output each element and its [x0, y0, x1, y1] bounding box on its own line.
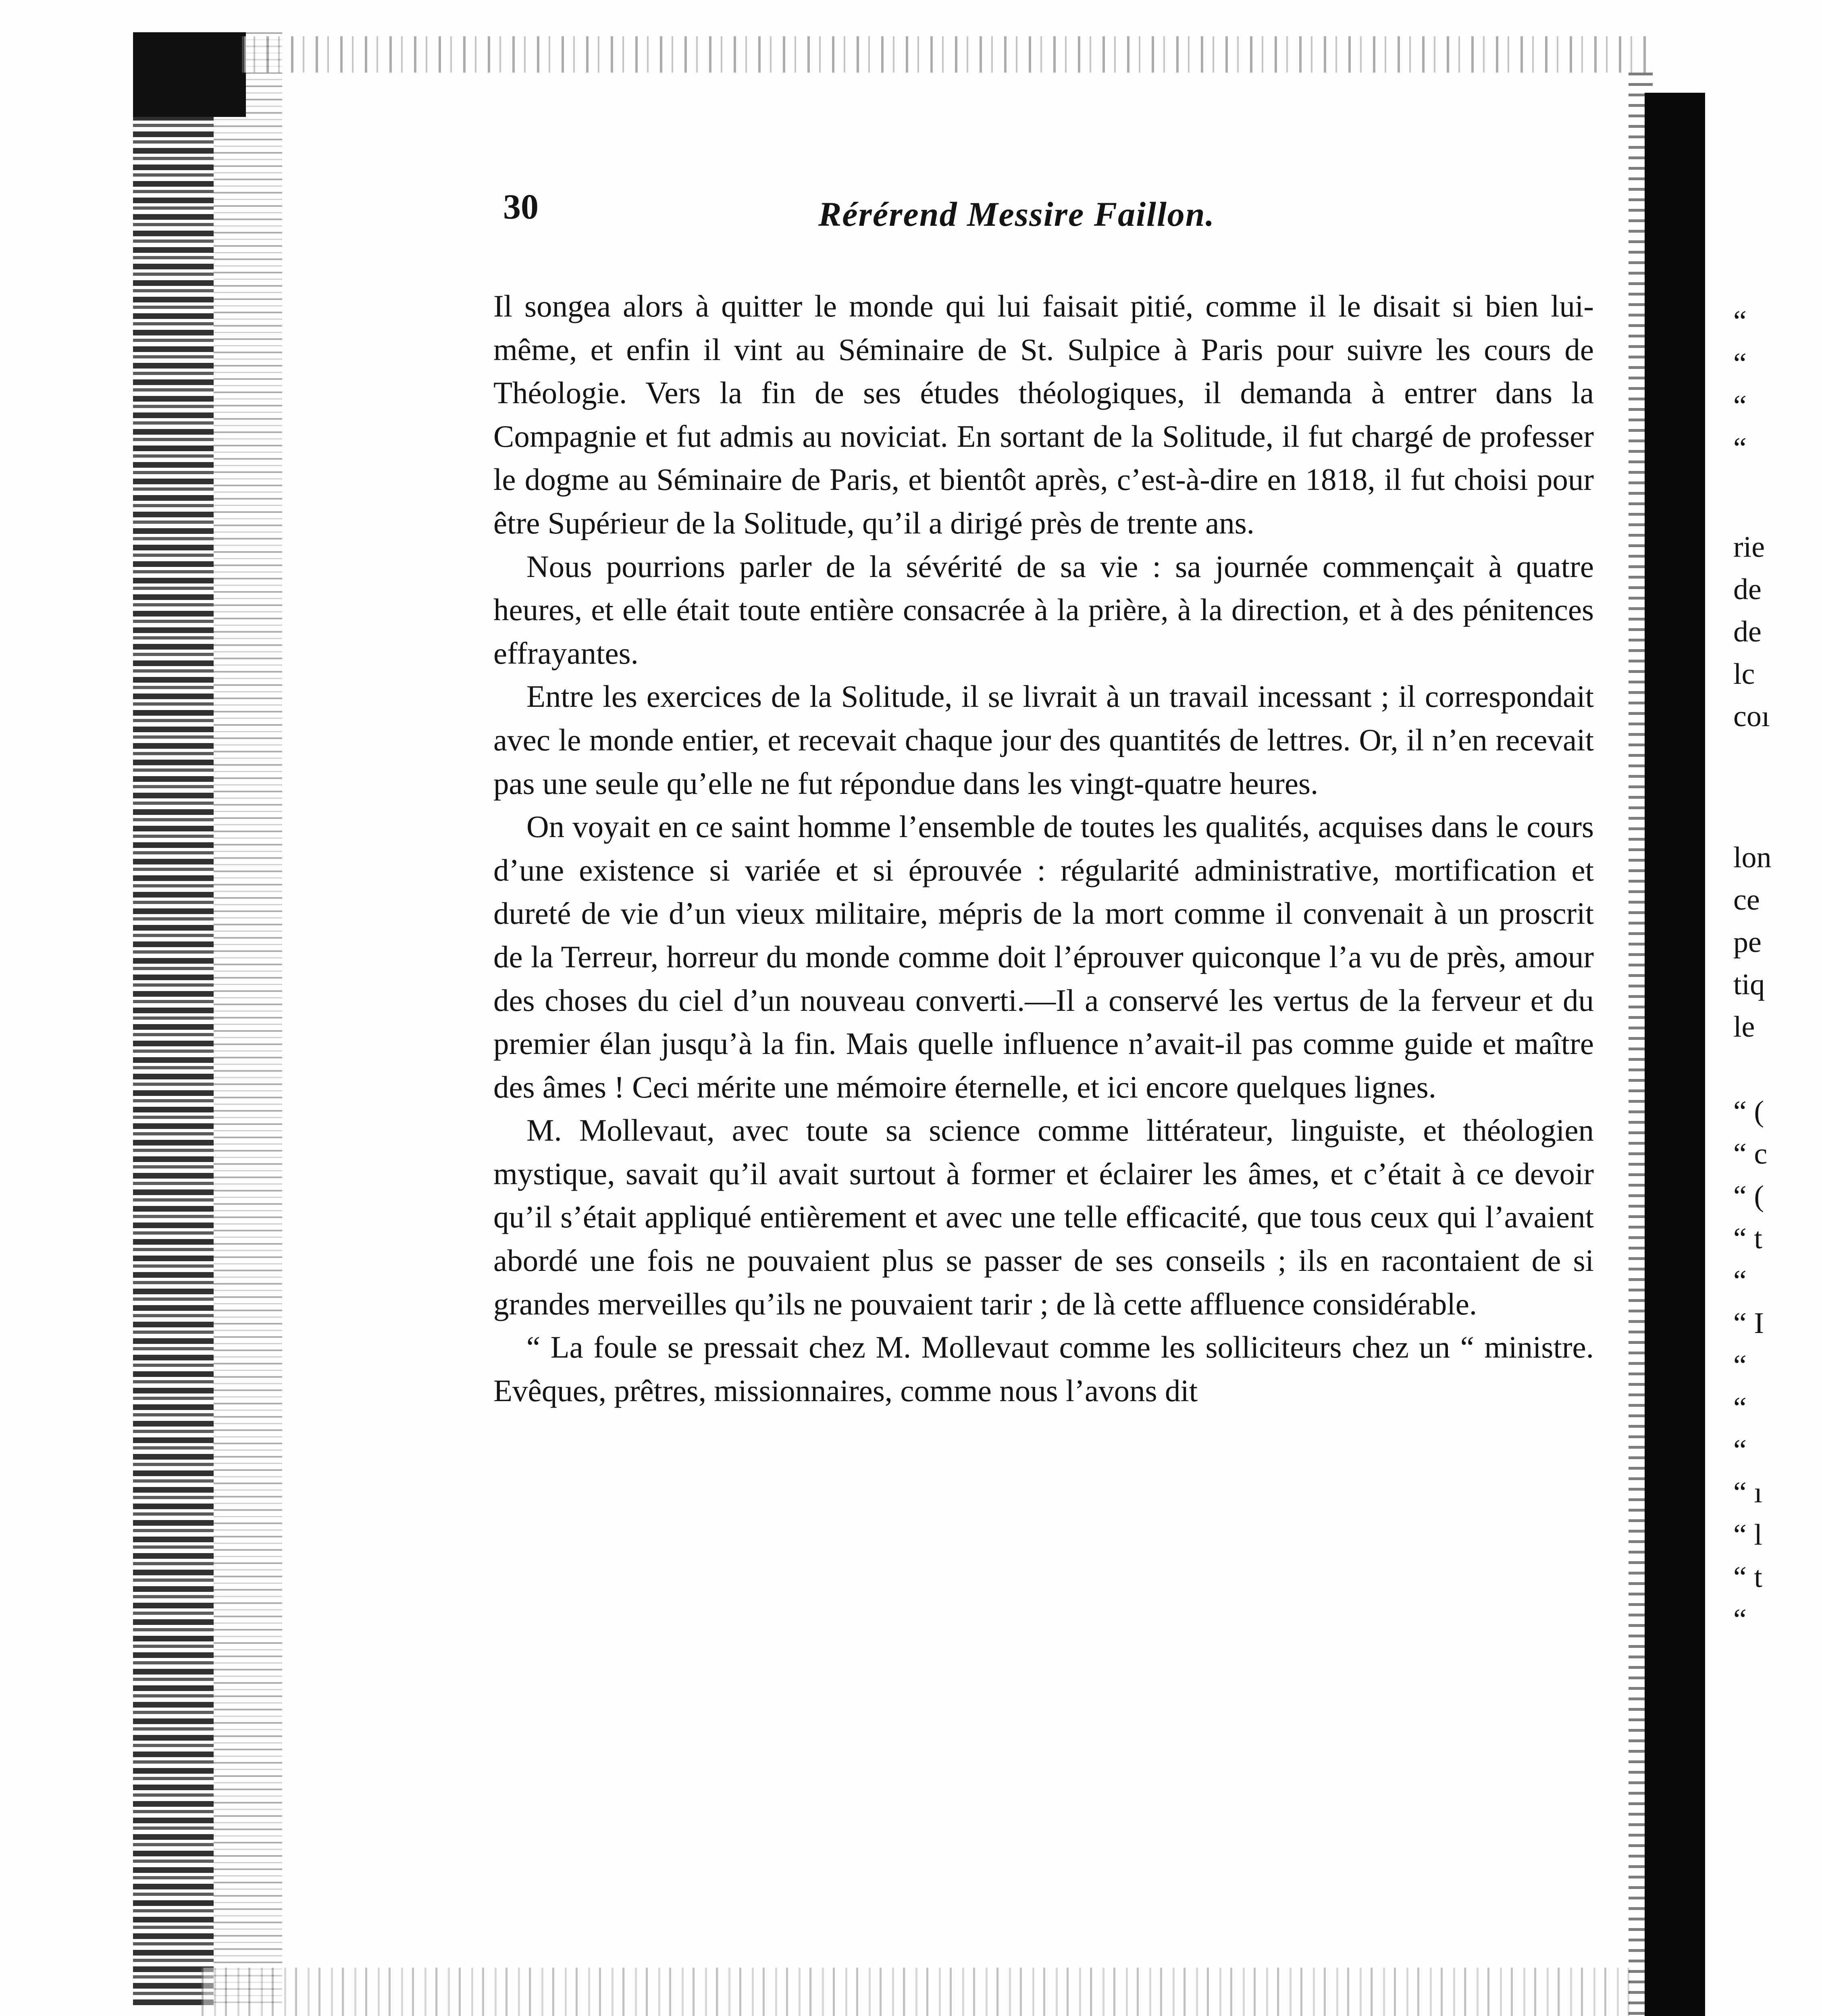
- facing-line: “ (: [1733, 1180, 1764, 1213]
- facing-line: “ t: [1733, 1222, 1762, 1255]
- facing-line: “ I: [1733, 1307, 1764, 1340]
- facing-line: “: [1733, 1391, 1747, 1425]
- facing-line: “: [1733, 1349, 1747, 1382]
- paragraph: Nous pourrions parler de la sévérité de sa vie : sa journée commençait à quatre heures, et elle était toute entière consacrée à la prière, à la direction, et à des pénitences effrayantes.: [493, 549, 1594, 671]
- facing-line: coı: [1733, 700, 1770, 733]
- facing-line: tiq: [1733, 968, 1765, 1001]
- facing-line: “: [1733, 347, 1747, 380]
- binding-edge-left: [133, 32, 214, 2008]
- binding-corner: [133, 32, 246, 117]
- bottom-page-edge: [202, 1968, 1633, 2016]
- facing-line: de: [1733, 615, 1762, 648]
- paragraph: “ La foule se pressait chez M. Mollevaut comme les solliciteurs chez un “ ministre. Evêques, prêtres, missionnaires, comme nous l’avons dit: [493, 1330, 1594, 1408]
- gutter-right: [1645, 93, 1705, 2016]
- facing-line: rie: [1733, 532, 1765, 564]
- facing-line: pe: [1733, 926, 1762, 959]
- facing-line: “ l: [1733, 1518, 1762, 1552]
- facing-line: “ c: [1733, 1137, 1768, 1170]
- facing-page-fragment: [1733, 532, 1822, 750]
- page-number: 30: [503, 187, 539, 227]
- facing-line: “: [1733, 389, 1747, 423]
- binding-edge-shadow: [214, 32, 282, 2008]
- body-text: [493, 285, 1594, 1412]
- facing-line: “ (: [1733, 1097, 1764, 1128]
- facing-line: “: [1733, 432, 1747, 465]
- facing-page-fragment: [1733, 306, 1822, 476]
- facing-line: lon: [1733, 843, 1772, 874]
- facing-line: “: [1733, 1603, 1747, 1636]
- facing-line: ce: [1733, 883, 1760, 916]
- facing-line: “ ı: [1733, 1476, 1762, 1509]
- facing-line: le: [1733, 1010, 1755, 1043]
- facing-line: “: [1733, 306, 1747, 338]
- facing-page-fragment: [1733, 843, 1822, 1060]
- facing-line: lc: [1733, 658, 1755, 691]
- paragraph: Il songea alors à quitter le monde qui lui faisait pitié, comme il le disait si bien lui-même, et enfin il vint au Séminaire de St. Sulpice à Paris pour suivre les cours de Théologie. Vers la fin de ses études théologiques, il demanda à entrer dans la Compagnie et fut admis au noviciat. En sortant de la Solitude, il fut chargé de professer le dogme au Séminaire de Paris, et bientôt après, c’est-à-dire en 1818, il fut choisi pour être Supérieur de la Solitude, qu’il a dirigé près de trente ans.: [493, 289, 1594, 540]
- facing-page-fragment: [1733, 1097, 1822, 1653]
- facing-line: “: [1733, 1264, 1747, 1297]
- top-page-edge: [242, 36, 1653, 73]
- running-title: Rérérend Messire Faillon.: [818, 195, 1215, 233]
- facing-line: de: [1733, 573, 1762, 606]
- paragraph: Entre les exercices de la Solitude, il se livrait à un travail incessant ; il correspondait avec le monde entier, et recevait chaque jour des quantités de lettres. Or, il n’en recevait pas une seule qu’elle ne fut répondue dans les vingt-quatre heures.: [493, 679, 1594, 801]
- paragraph: On voyait en ce saint homme l’ensemble de toutes les qualités, acquises dans le cours d’une existence si variée et si éprouvée : régularité administrative, mortification et dureté de vie d’un vieux militaire, mépris de la mort comme il convenait à un proscrit de la Terreur, horreur du monde comme doit l’éprouver quiconque l’a vu de près, amour des choses du ciel d’un nouveau converti.—Il a conservé les vertus de la ferveur et du premier élan jusqu’à la fin. Mais quelle influence n’avait-il pas comme guide et maître des âmes ! Ceci mérite une mémoire éternelle, et ici encore quelques lignes.: [493, 809, 1594, 1104]
- facing-line: “ t: [1733, 1561, 1762, 1594]
- paragraph: M. Mollevaut, avec toute sa science comme littérateur, linguiste, et théologien mystique, savait qu’il avait surtout à former et éclairer les âmes, et c’était à ce devoir qu’il s’était appliqué entièrement et avec une telle efficacité, que tous ceux qui l’avaient abordé une fois ne pouvaient plus se passer de ses conseils ; ils en racontaient de si grandes merveilles qu’ils ne pouvaient tarir ; de là cette affluence considérable.: [493, 1113, 1594, 1321]
- facing-line: “: [1733, 1434, 1747, 1467]
